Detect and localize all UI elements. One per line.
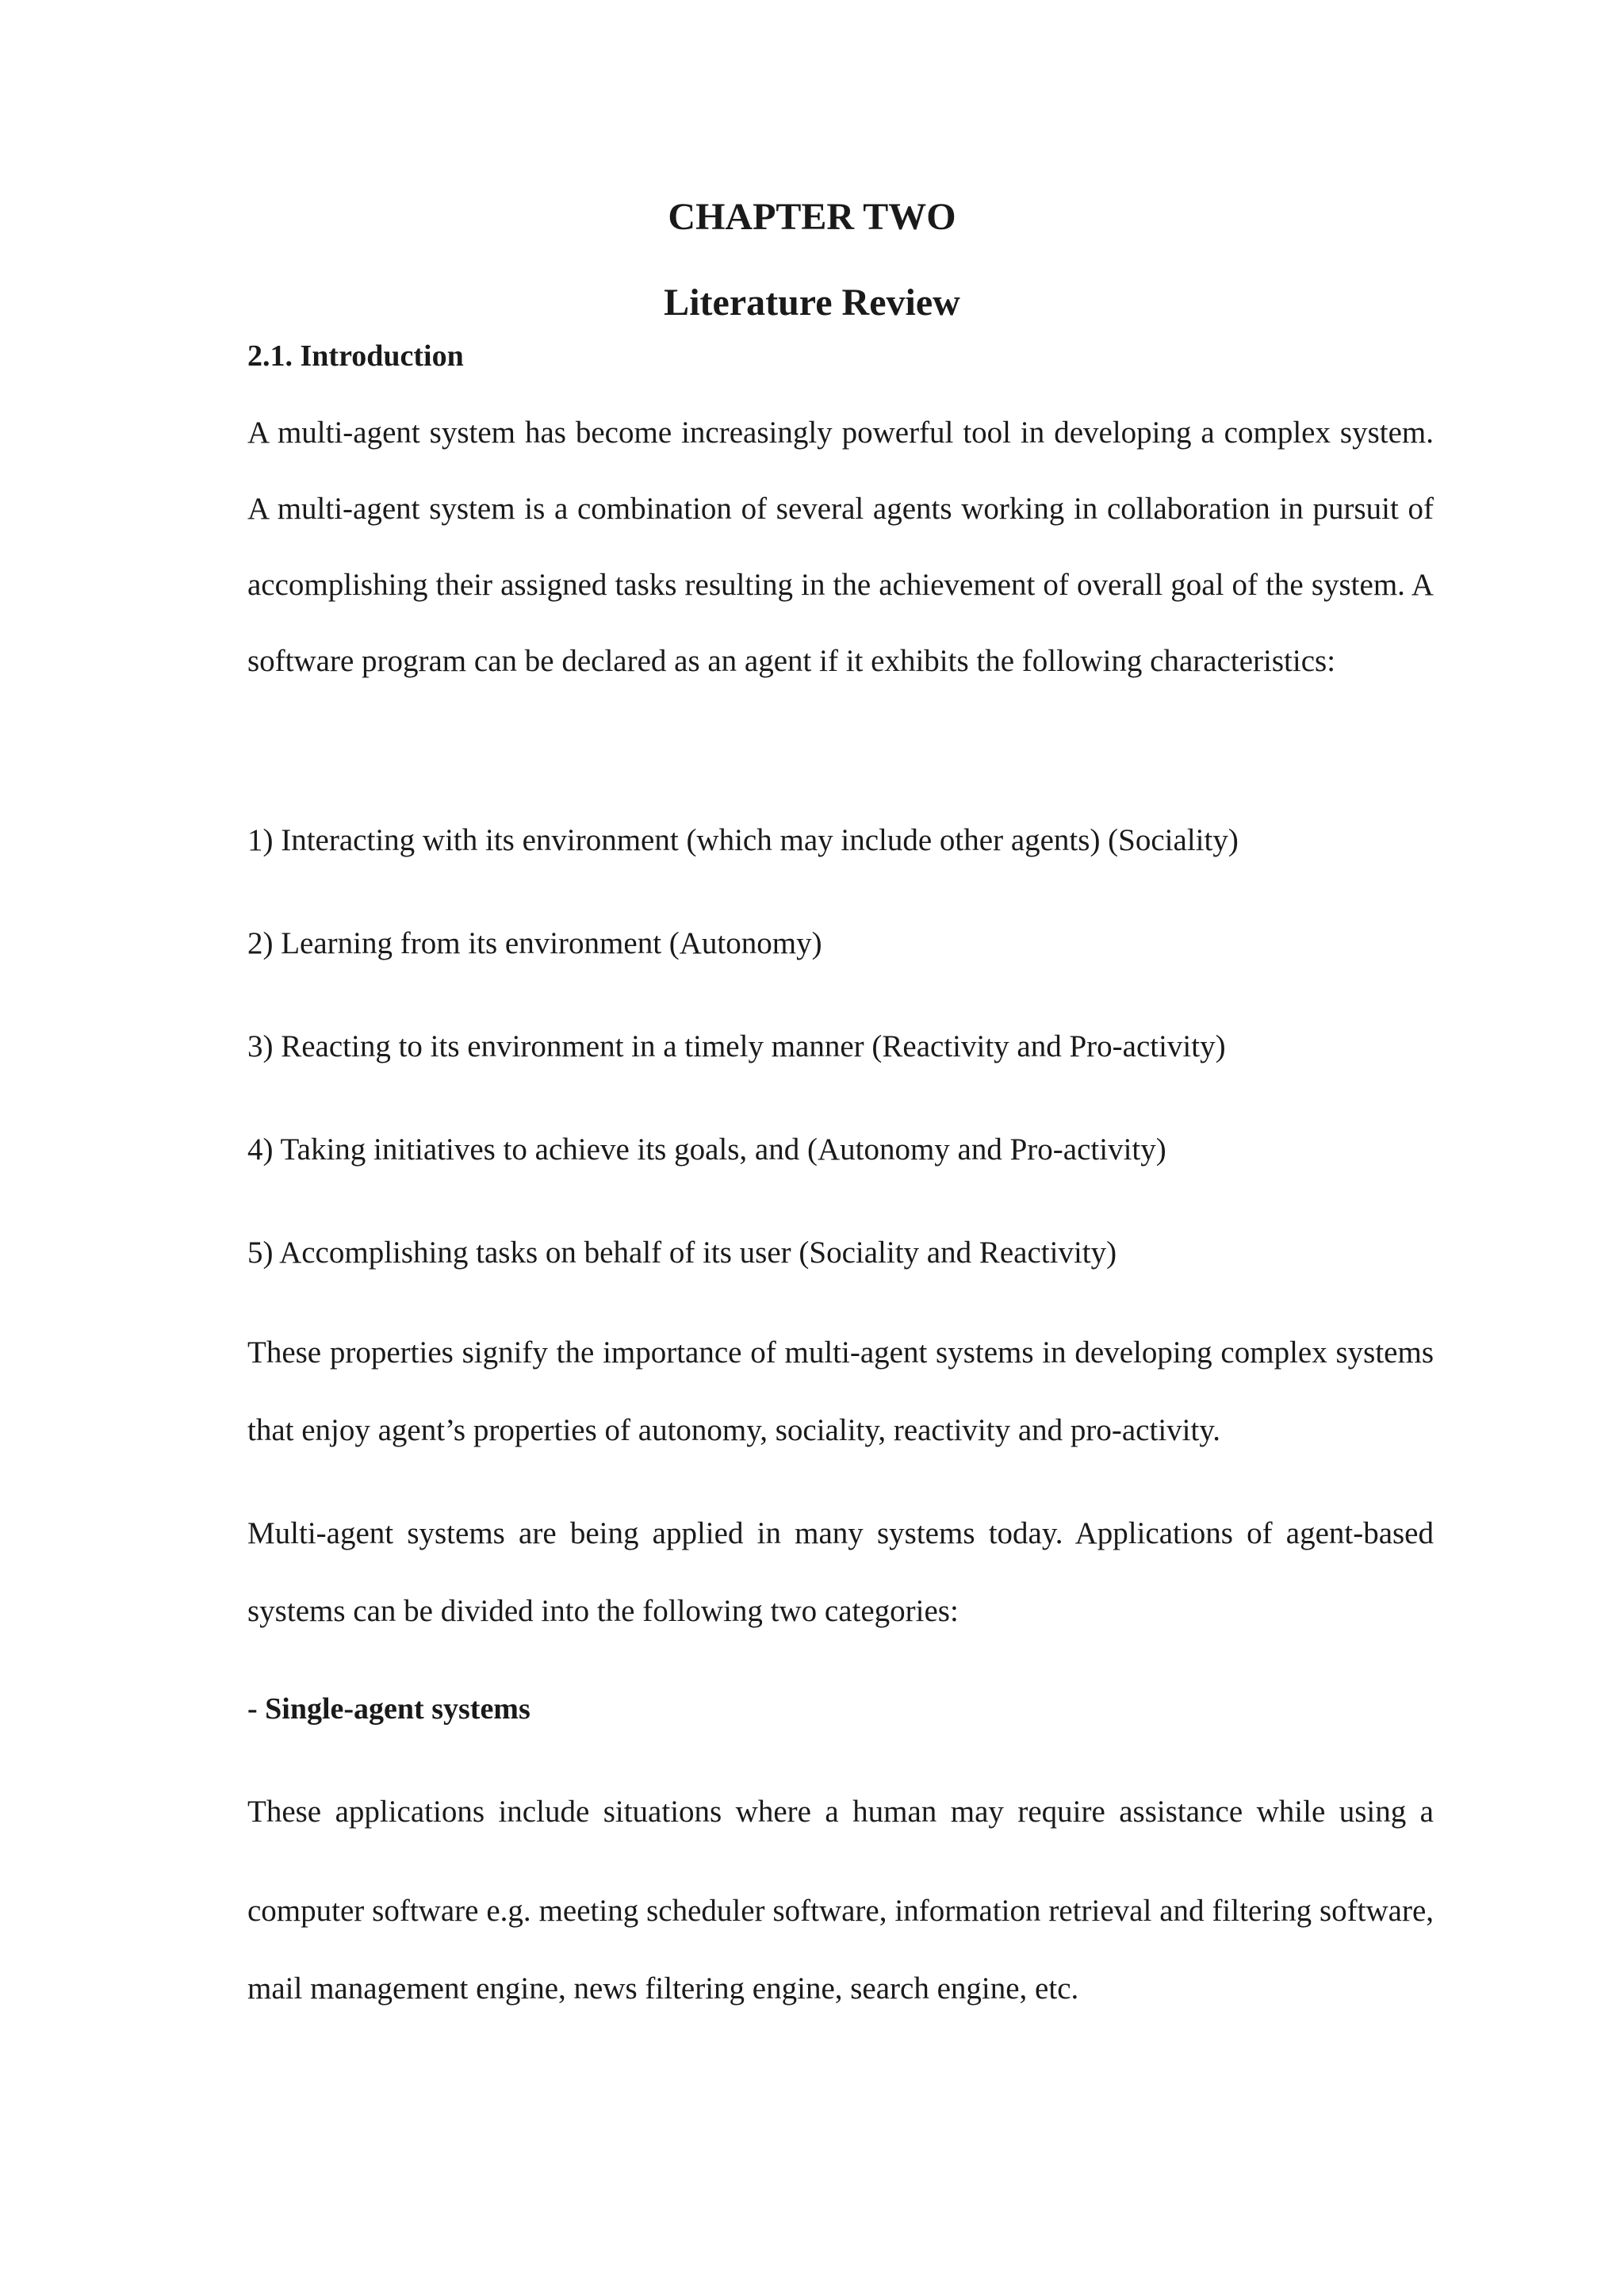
chapter-subtitle: Literature Review xyxy=(664,282,960,324)
characteristic-item: 5) Accomplishing tasks on behalf of its user (Sociality and Reactivity) xyxy=(247,1236,1117,1270)
section-heading: 2.1. Introduction xyxy=(247,339,464,373)
applications-paragraph: Multi-agent systems are being applied in many systems today. Applications of agent-based systems can be divided into the following two categories: xyxy=(247,1516,1434,1628)
subsection-heading: - Single-agent systems xyxy=(247,1692,530,1726)
chapter-title: CHAPTER TWO xyxy=(668,196,956,238)
characteristic-item: 2) Learning from its environment (Autonomy) xyxy=(247,926,822,960)
properties-paragraph: These properties signify the importance of multi-agent systems in developing complex systems that enjoy agent’s properties of autonomy, sociality, reactivity and pro-activity. xyxy=(247,1335,1434,1447)
intro-paragraph: A multi-agent system has become increasingly powerful tool in developing a complex system. A multi-agent system is a combination of several agents working in collaboration in pursuit of accomplishing their assigned tasks resulting in the achievement of overall goal of the system. A software program can be declared as an agent if it exhibits the following characteristics: xyxy=(247,416,1434,678)
characteristic-item: 1) Interacting with its environment (which may include other agents) (Sociality) xyxy=(247,823,1239,857)
characteristic-item: 4) Taking initiatives to achieve its goals, and (Autonomy and Pro-activity) xyxy=(247,1132,1166,1167)
characteristic-item: 3) Reacting to its environment in a timely manner (Reactivity and Pro-activity) xyxy=(247,1029,1226,1063)
single-agent-paragraph: computer software e.g. meeting scheduler software, information retrieval and filtering software, mail management engine, news filtering engine, search engine, etc. xyxy=(247,1894,1434,2006)
single-agent-line: These applications include situations where a human may require assistance while using a xyxy=(247,1795,1434,1829)
